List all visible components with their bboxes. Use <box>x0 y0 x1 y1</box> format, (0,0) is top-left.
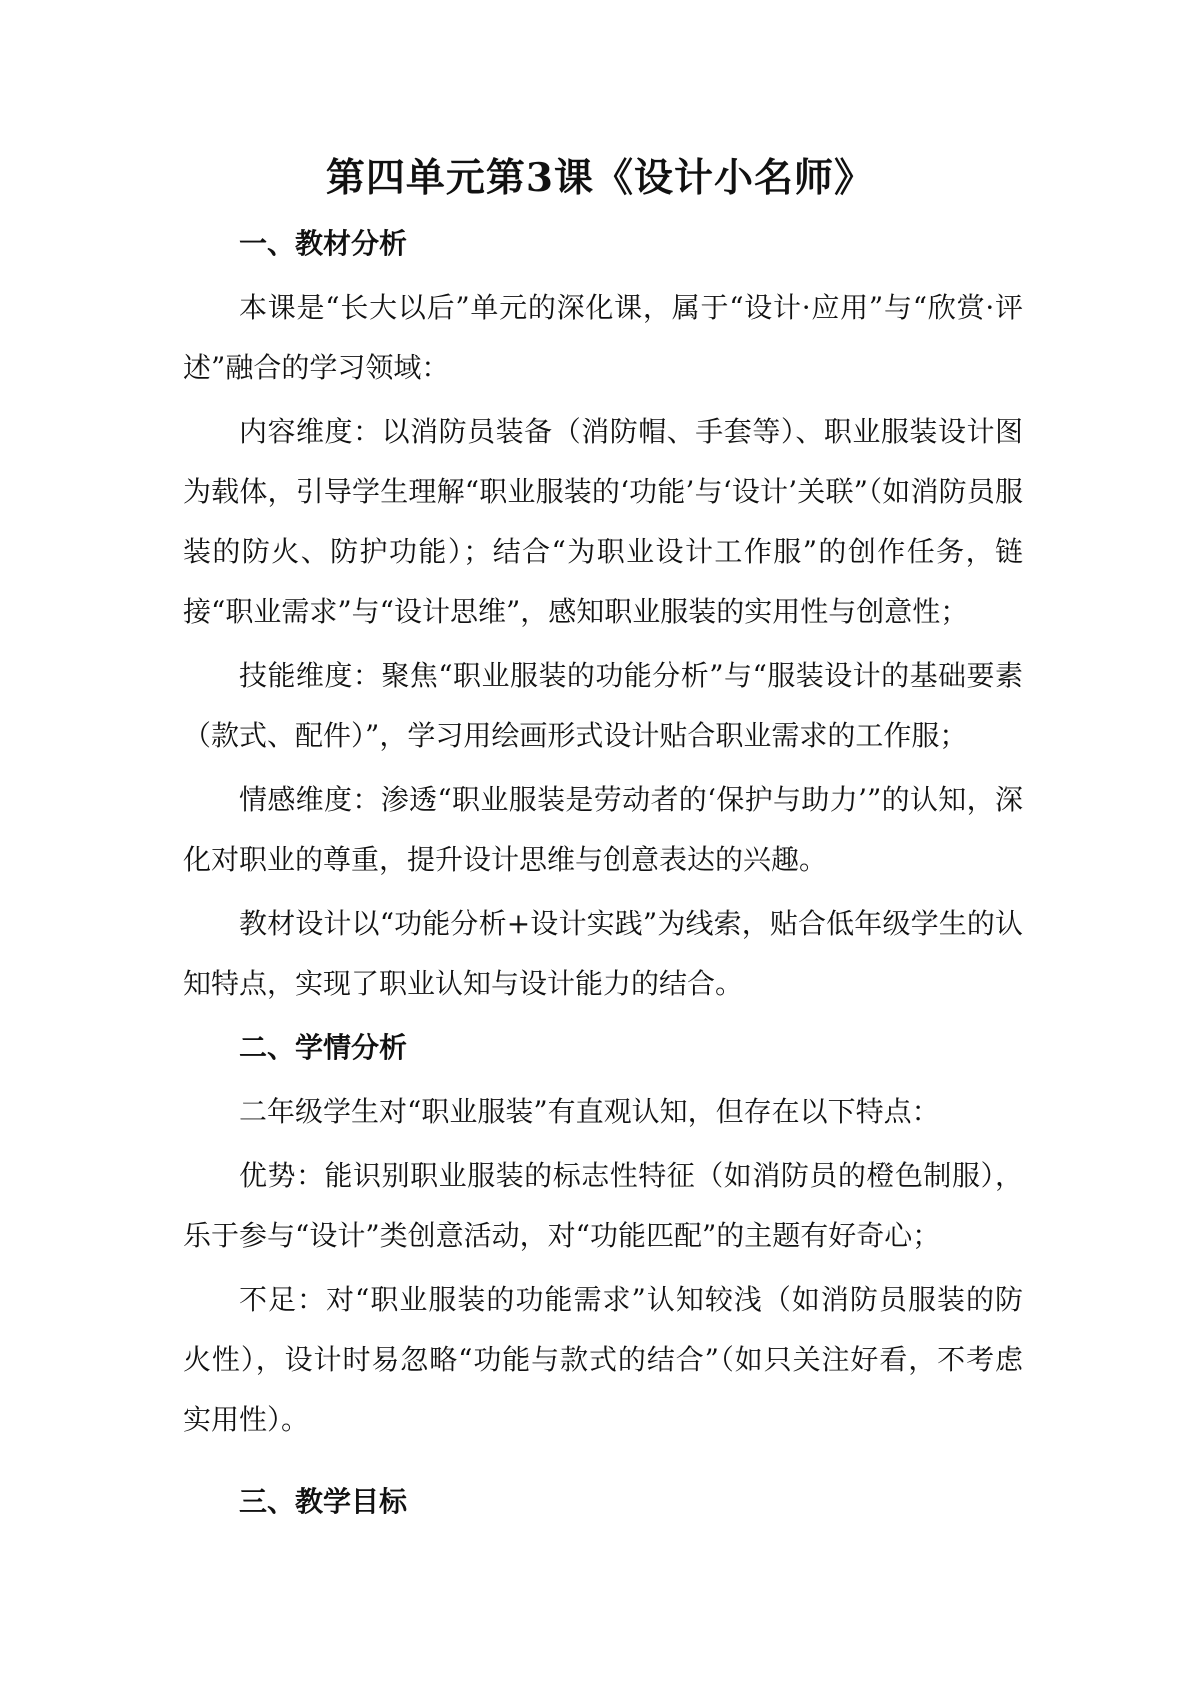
paragraph: 情感维度：渗透“职业服装是劳动者的‘保护与助力’”的认知，深化对职业的尊重，提升设计思维与创意表达的兴趣。 <box>183 783 1023 876</box>
paragraph: 二年级学生对“职业服装”有直观认知，但存在以下特点： <box>239 1095 940 1128</box>
section-heading-1: 一、教材分析 <box>239 227 408 260</box>
paragraph: 内容维度：以消防员装备（消防帽、手套等）、职业服装设计图为载体，引导学生理解“职业服装的‘功能’与‘设计’关联”（如消防员服装的防火、防护功能）；结合“为职业设计工作服”的创作任务，链接“职业需求”与“设计思维”，感知职业服装的实用性与创意性； <box>183 415 1023 628</box>
section-heading-3: 三、教学目标 <box>239 1485 408 1518</box>
paragraph: 技能维度：聚焦“职业服装的功能分析”与“服装设计的基础要素（款式、配件）”，学习用绘画形式设计贴合职业需求的工作服； <box>183 659 1023 752</box>
paragraph: 教材设计以“功能分析+设计实践”为线索，贴合低年级学生的认知特点，实现了职业认知与设计能力的结合。 <box>183 907 1023 1000</box>
document-title: 第四单元第3课《设计小名师》 <box>325 155 875 201</box>
section-heading-2: 二、学情分析 <box>239 1031 408 1064</box>
paragraph: 优势：能识别职业服装的标志性特征（如消防员的橙色制服），乐于参与“设计”类创意活动，对“功能匹配”的主题有好奇心； <box>183 1159 1023 1252</box>
paragraph: 本课是“长大以后”单元的深化课，属于“设计·应用”与“欣赏·评述”融合的学习领域： <box>183 291 1023 384</box>
paragraph: 不足：对“职业服装的功能需求”认知较浅（如消防员服装的防火性），设计时易忽略“功能与款式的结合”（如只关注好看，不考虑实用性）。 <box>183 1283 1023 1436</box>
document-body <box>183 214 1023 1536</box>
